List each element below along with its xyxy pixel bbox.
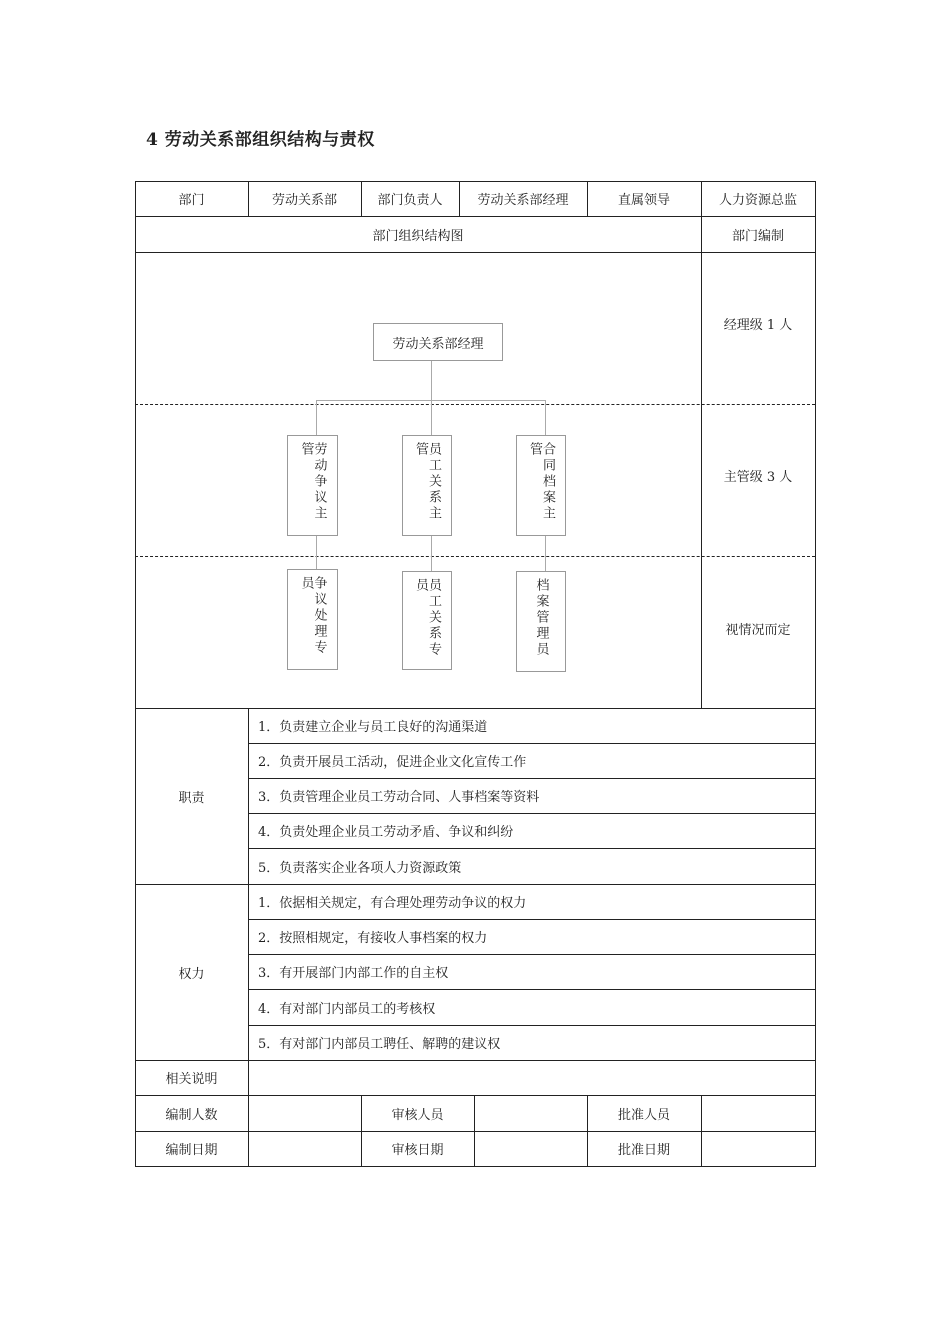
level-manager: 经理级 1 人 xyxy=(723,318,793,333)
responsibility-table xyxy=(135,181,815,1166)
duties-label: 职责 xyxy=(178,790,205,806)
power-item: 4．有对部门内部员工的考核权 xyxy=(258,1001,436,1017)
power-item: 3．有开展部门内部工作的自主权 xyxy=(258,966,449,981)
duty-item: 5．负责落实企业各项人力资源政策 xyxy=(258,860,462,876)
org-box-employee-relations-supervisor: 员工关系主管 xyxy=(402,435,452,536)
duty-item: 3．负责管理企业员工劳动合同、人事档案等资料 xyxy=(258,790,540,805)
dept-value: 劳动关系部 xyxy=(271,193,337,208)
staffing-label: 部门编制 xyxy=(731,228,784,244)
org-chart-label: 部门组织结构图 xyxy=(372,228,464,244)
reviewer-label: 审核人员 xyxy=(391,1107,444,1123)
power-item: 2．按照相规定，有接收人事档案的权力 xyxy=(258,931,488,946)
powers-label: 权力 xyxy=(178,966,205,982)
duty-item: 4．负责处理企业员工劳动矛盾、争议和纠纷 xyxy=(258,825,514,840)
superior-label: 直属领导 xyxy=(617,193,670,208)
approver-label: 批准人员 xyxy=(617,1107,670,1123)
org-box-employee-relations-specialist: 员工关系专员 xyxy=(402,571,452,670)
page-title: 4 劳动关系部组织结构与责权 xyxy=(146,130,375,150)
review-date-label: 审核日期 xyxy=(391,1143,444,1158)
level-specialist: 视情况而定 xyxy=(725,623,791,638)
dept-head-value: 劳动关系部经理 xyxy=(477,193,569,208)
org-box-contract-archive-supervisor: 合同档案主管 xyxy=(516,435,566,536)
org-box-dispute-specialist: 争议处理专员 xyxy=(287,569,338,670)
power-item: 1．依据相关规定，有合理处理劳动争议的权力 xyxy=(258,896,527,911)
org-box-archive-administrator: 档案管理员 xyxy=(516,571,566,672)
org-box-manager: 劳动关系部经理 xyxy=(373,323,503,361)
org-box-labor-dispute-supervisor: 劳动争议主管 xyxy=(287,435,338,536)
notes-label: 相关说明 xyxy=(165,1072,218,1087)
power-item: 5．有对部门内部员工聘任、解聘的建议权 xyxy=(258,1037,501,1052)
compile-date-label: 编制日期 xyxy=(165,1143,218,1158)
duty-item: 1．负责建立企业与员工良好的沟通渠道 xyxy=(258,720,488,735)
level-supervisor: 主管级 3 人 xyxy=(723,470,793,485)
dept-label: 部门 xyxy=(178,193,205,208)
dept-head-label: 部门负责人 xyxy=(377,193,443,208)
compiler-label: 编制人数 xyxy=(165,1107,218,1123)
duty-item: 2．负责开展员工活动，促进企业文化宣传工作 xyxy=(258,755,527,770)
approve-date-label: 批准日期 xyxy=(617,1143,670,1158)
superior-value: 人力资源总监 xyxy=(718,193,797,208)
